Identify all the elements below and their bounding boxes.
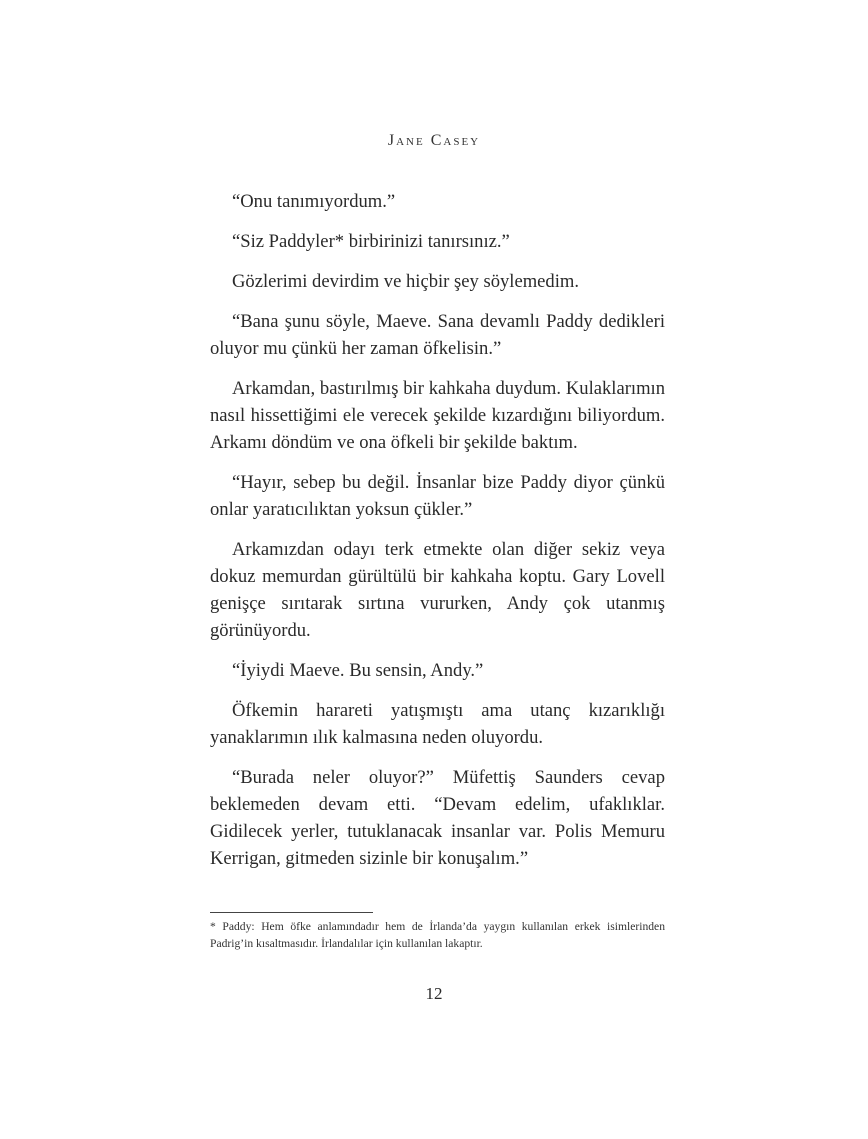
paragraph: “Hayır, sebep bu değil. İnsanlar bize Paddy diyor çünkü onlar yaratıcılıktan yoksun çükler.” [210, 472, 665, 520]
footnote-divider [210, 912, 373, 913]
paragraph: “Bana şunu söyle, Maeve. Sana devamlı Paddy dedikleri oluyor mu çünkü her zaman öfkelisin.” [210, 311, 665, 359]
paragraph: “Onu tanımıyordum.” [232, 191, 396, 212]
footnote: * Paddy: Hem öfke anlamındadır hem de İrlanda’da yaygın kullanılan erkek isimlerinden Padrig’in kısaltmasıdır. İrlandalılar için kullanılan lakaptır. [210, 920, 665, 950]
body-text [210, 188, 665, 885]
running-head: Jane Casey [387, 132, 481, 149]
paragraph: “İyiydi Maeve. Bu sensin, Andy.” [232, 660, 484, 681]
paragraph: Arkamdan, bastırılmış bir kahkaha duydum. Kulaklarımın nasıl hissettiğimi ele verecek şekilde kızardığını biliyordum. Arkamı döndüm ve ona öfkeli bir şekilde baktım. [210, 378, 665, 453]
paragraph: “Burada neler oluyor?” Müfettiş Saunders cevap beklemeden devam etti. “Devam edelim, ufaklıklar. Gidilecek yerler, tutuklanacak insanlar var. Polis Memuru Kerrigan, gitmeden sizinle bir konuşalım.” [210, 767, 665, 869]
paragraph: Arkamızdan odayı terk etmekte olan diğer sekiz veya dokuz memurdan gürültülü bir kahkaha koptu. Gary Lovell genişçe sırıtarak sırtına vururken, Andy çok utanmış görünüyordu. [210, 539, 665, 641]
page-number: 12 [425, 984, 443, 1003]
paragraph: “Siz Paddyler* birbirinizi tanırsınız.” [232, 231, 510, 252]
paragraph: Gözlerimi devirdim ve hiçbir şey söylemedim. [232, 271, 579, 292]
paragraph: Öfkemin harareti yatışmıştı ama utanç kızarıklığı yanaklarımın ılık kalmasına neden oluyordu. [210, 700, 665, 748]
